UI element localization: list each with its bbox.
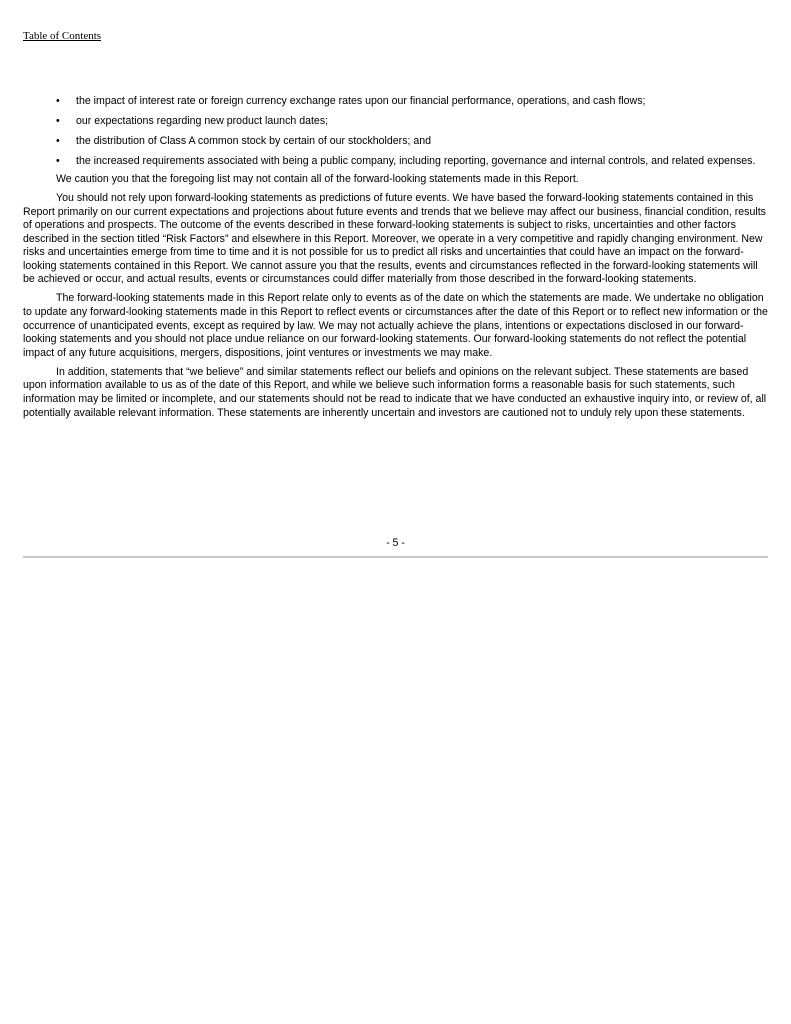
bullet-item xyxy=(23,115,768,129)
bullet-icon: • xyxy=(56,95,60,107)
paragraph-undertaking: The forward-looking statements made in this Report relate only to events as of the date on which the statements are made. We undertake no obligation to update any forward-looking statements made in this Report to reflect events or circumstances after the date of this Report or to reflect new information or the occurrence of unanticipated events, except as required by law. We may not actually achieve the plans, intentions or expectations disclosed in our forward-looking statements and you should not place undue reliance on our forward-looking statements. Our forward-looking statements do not reflect the potential impact of any future acquisitions, mergers, dispositions, joint ventures or investments we may make. xyxy=(23,292,768,359)
bullet-text: the impact of interest rate or foreign currency exchange rates upon our financial performance, operations, and cash flows; xyxy=(76,95,646,107)
bullet-icon: • xyxy=(56,134,60,147)
document-body xyxy=(23,95,768,426)
paragraph-reliance: You should not rely upon forward-looking statements as predictions of future events. We have based the forward-looking statements contained in this Report primarily on our current expectations and projections about future events and trends that we believe may affect our business, financial condition, results of operations and prospects. The outcome of the events described in these forward-looking statements is subject to risks, uncertainties and other factors described in the section titled “Risk Factors” and elsewhere in this Report. Moreover, we operate in a very competitive and rapidly changing environment. New risks and uncertainties emerge from time to time and it is not possible for us to predict all risks and uncertainties that could have an impact on the forward-looking statements contained in this Report. We cannot assure you that the results, events and circumstances reflected in the forward-looking statements will be achieved or occur, and actual results, events or circumstances could differ materially from those described in the forward-looking statements. xyxy=(23,191,766,286)
table-of-contents-link[interactable]: Table of Contents xyxy=(23,30,102,42)
page-divider xyxy=(23,556,768,558)
bullet-text: our expectations regarding new product launch dates; xyxy=(76,114,329,127)
forward-looking-bullet-list xyxy=(23,95,768,169)
bullet-item xyxy=(23,95,768,109)
bullet-text: the distribution of Class A common stock by certain of our stockholders; and xyxy=(76,134,432,147)
page-number: - 5 - xyxy=(386,537,405,549)
bullet-icon: • xyxy=(56,154,60,167)
bullet-item xyxy=(23,135,768,149)
paragraph-beliefs: In addition, statements that “we believe” and similar statements reflect our beliefs and opinions on the relevant subject. These statements are based upon information available to us as of the date of this Report, and while we believe such information forms a reasonable basis for such statements, such information may be limited or incomplete, and our statements should not be read to indicate that we have conducted an exhaustive inquiry into, or review of, all potentially available relevant information. These statements are inherently uncertain and investors are cautioned not to unduly rely upon these statements. xyxy=(23,365,767,419)
bullet-item xyxy=(23,155,768,169)
bullet-text: the increased requirements associated with being a public company, including reporting, governance and internal controls, and related expenses. xyxy=(76,154,756,167)
paragraph-caution: We caution you that the foregoing list may not contain all of the forward-looking statements made in this Report. xyxy=(56,172,579,185)
bullet-icon: • xyxy=(56,114,60,127)
